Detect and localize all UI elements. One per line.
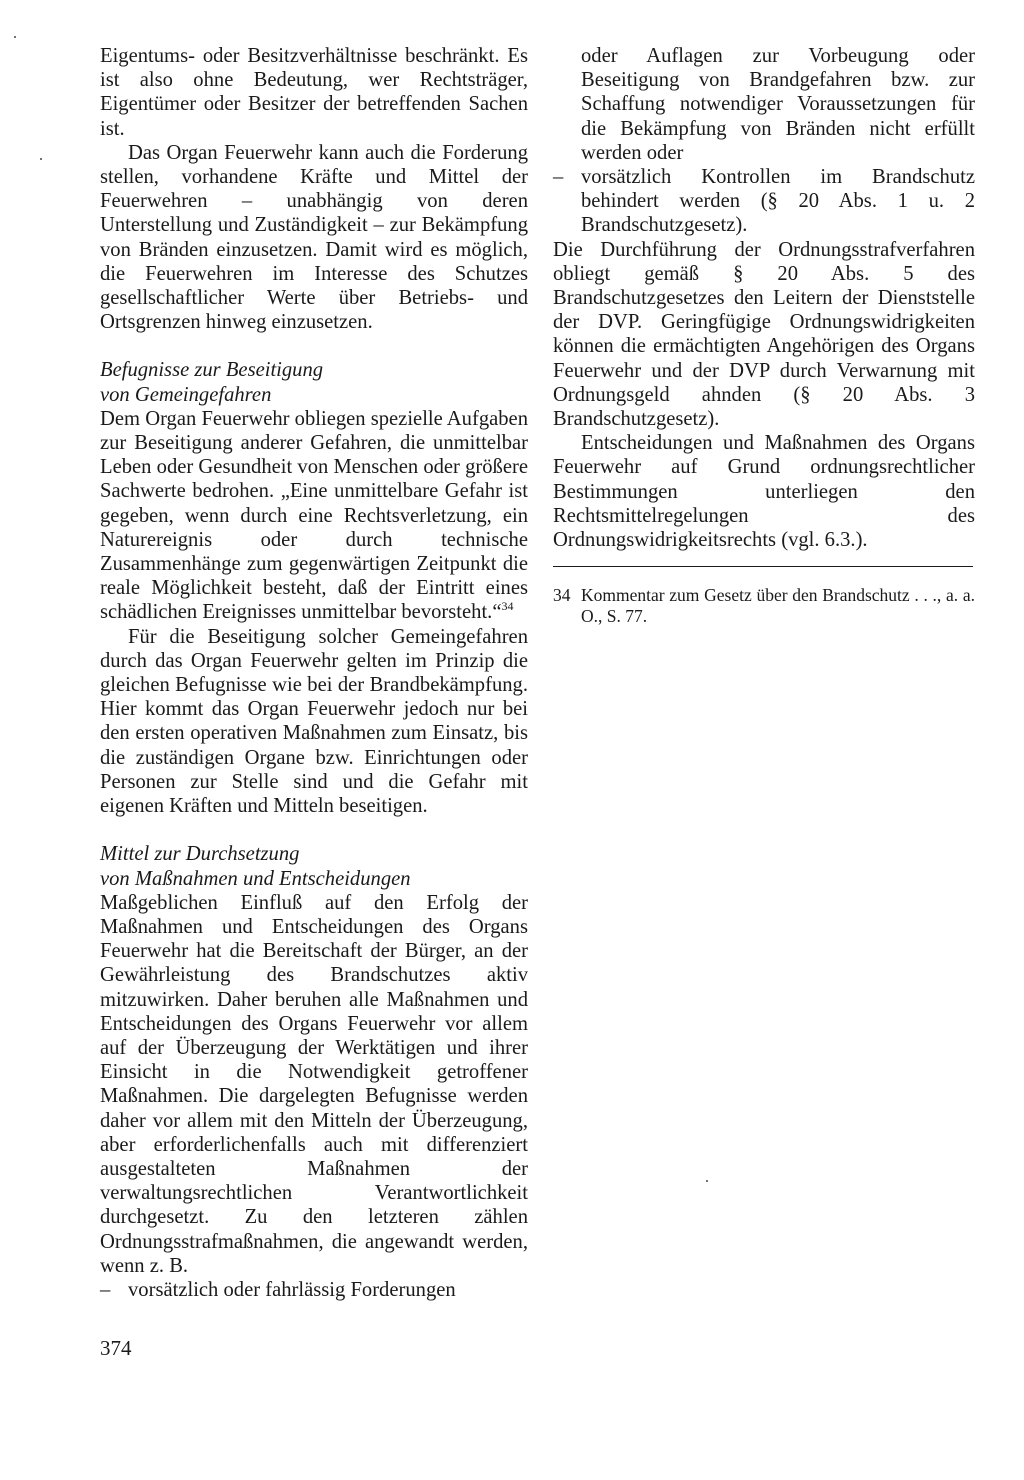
list-item-text: vorsätzlich oder fahrlässig Forderungen — [128, 1278, 456, 1301]
right-column — [553, 44, 975, 627]
scan-speck — [706, 1180, 708, 1182]
dash-spacer — [553, 44, 581, 165]
list-item — [100, 1278, 528, 1302]
heading-line: von Maßnahmen und Entscheidungen — [100, 867, 411, 890]
list-item-continuation — [553, 44, 975, 165]
heading-line: von Gemeingefahren — [100, 383, 272, 406]
footnote — [553, 585, 975, 627]
left-column — [100, 44, 528, 1302]
paragraph-feuerwehr-forderung: Das Organ Feuerwehr kann auch die Forderung stellen, vorhandene Kräfte und Mittel der Feuerwehren – unabhängig von deren Unterstellung und Zuständigkeit – zur Bekämpfung von Bränden einzusetzen. Damit wird es möglich, die Feuerwehren im Interesse des Schutzes gesellschaftlicher Werte über Betriebs- und Ortsgrenzen hinweg einzusetzen. — [100, 141, 528, 334]
footnote-text: Kommentar zum Gesetz über den Brandschutz . . ., a. a. O., S. 77. — [581, 585, 975, 627]
list-item-text: oder Auflagen zur Vorbeugung oder Beseitigung von Brandgefahren bzw. zur Schaffung notwendiger Voraussetzungen für die Bekämpfung von Bränden nicht erfüllt werden oder — [581, 45, 975, 164]
list-item — [553, 165, 975, 238]
footnote-number: 34 — [553, 585, 571, 606]
paragraph-continuation: Eigentums- oder Besitzverhältnisse beschränkt. Es ist also ohne Bedeutung, wer Rechtsträger, Eigentümer oder Besitzer der betreffenden Sachen ist. — [100, 45, 528, 140]
paragraph-einfluss: Maßgeblichen Einfluß auf den Erfolg der Maßnahmen und Entscheidungen des Organs Feuerwehr hat die Bereitschaft der Bürger, an der Gewährleistung des Brandschutzes aktiv mitzuwirken. Daher beruhen alle Maßnahmen und Entscheidungen des Organs Feuerwehr vor allem auf der Überzeugung der Werktätigen und ihrer Einsicht in die Notwendigkeit getroffener Maßnahmen. Die dargelegten Befugnisse werden daher vor allem mit den Mitteln der Überzeugung, aber erforderlichenfalls auch mit differenziert ausgestalteten Maßnahmen der verwaltungsrechtlichen Verantwortlichkeit durchgesetzt. Zu den letzteren zählen Ordnungsstrafmaßnahmen, die angewandt werden, wenn z. B. — [100, 891, 528, 1277]
paragraph-ordnungsstrafverfahren: Die Durchführung der Ordnungsstrafverfahren obliegt gemäß § 20 Abs. 5 des Brandschutzgesetzes den Leitern der Dienststelle der DVP. Geringfügige Ordnungswidrigkeiten können die ermächtigten Angehörigen des Organs Feuerwehr und der DVP durch Verwarnung mit Ordnungsgeld ahnden (§ 20 Abs. 3 Brandschutzgesetz). — [553, 238, 975, 431]
footnote-divider — [553, 566, 973, 567]
dash-bullet: – — [100, 1278, 111, 1301]
section-heading-befugnisse — [100, 358, 528, 406]
scan-speck — [40, 158, 42, 160]
footnote-reference[interactable]: 34 — [501, 599, 514, 614]
paragraph-gemeingefahren — [100, 407, 528, 625]
paragraph-text: Dem Organ Feuerwehr obliegen spezielle Aufgaben zur Beseitigung anderer Gefahren, die unmittelbar Leben oder Gesundheit von Menschen oder größere Sachwerte bedrohen. „Eine unmittelbare Gefahr ist gegeben, wenn durch eine Rechtsverletzung, ein Naturereignis oder durch technische Zusammenhänge zum gegenwärtigen Zeitpunkt die reale Möglichkeit besteht, daß der Eintritt eines schädlichen Ereignisses unmittelbar bevorsteht.“ — [100, 407, 528, 624]
paragraph-beseitigung: Für die Beseitigung solcher Gemeingefahren durch das Organ Feuerwehr gelten im Prinzip die gleichen Befugnisse wie bei der Brandbekämpfung. Hier kommt das Organ Feuerwehr jedoch nur bei den ersten operativen Maßnahmen zum Einsatz, bis die zuständigen Organe bzw. Einrichtungen oder Personen zur Stelle sind und die Gefahr mit eigenen Kräften und Mitteln beseitigen. — [100, 625, 528, 818]
heading-line: Mittel zur Durchsetzung — [100, 843, 300, 866]
list-item-text: vorsätzlich Kontrollen im Brandschutz behindert werden (§ 20 Abs. 1 u. 2 Brandschutzgesetz). — [581, 166, 975, 237]
dash-bullet: – — [553, 166, 564, 189]
page-number: 374 — [100, 1336, 132, 1360]
section-heading-mittel — [100, 842, 528, 890]
heading-line: Befugnisse zur Beseitigung — [100, 359, 324, 382]
scan-speck — [14, 36, 16, 38]
paragraph-rechtsmittel: Entscheidungen und Maßnahmen des Organs Feuerwehr auf Grund ordnungsrechtlicher Bestimmungen unterliegen den Rechtsmittelregelungen des Ordnungswidrigkeitsrechts (vgl. 6.3.). — [553, 432, 975, 552]
